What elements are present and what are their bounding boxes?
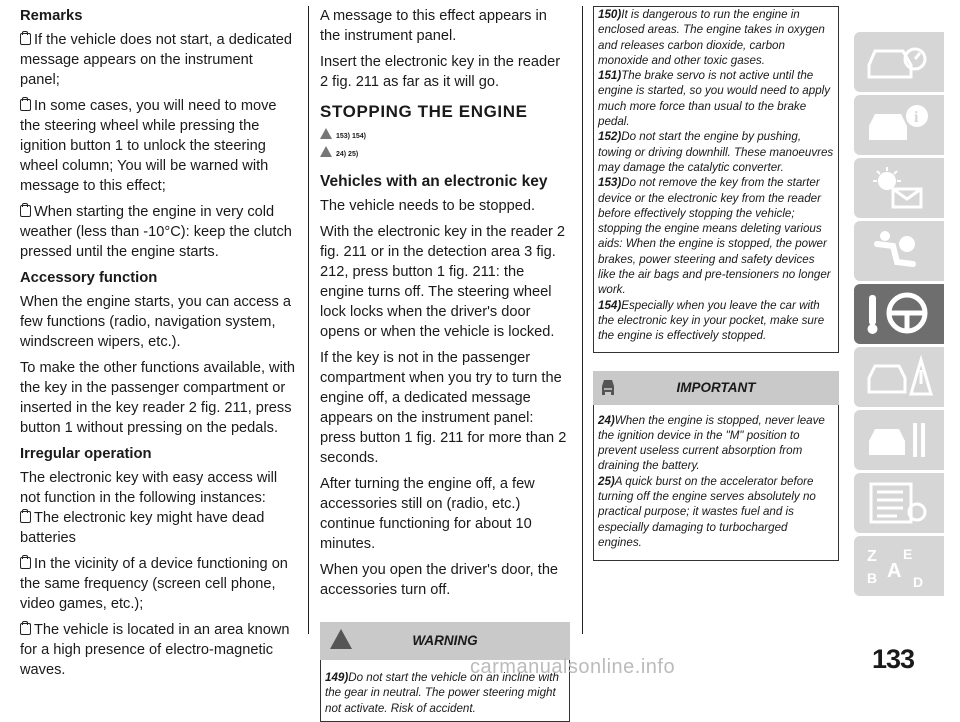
svg-text:E: E	[903, 546, 913, 562]
tab-starting-driving[interactable]	[854, 284, 944, 344]
irregular-item: In the vicinity of a device functioning on the same frequency (screen cell phone, video games, etc.);	[20, 556, 288, 612]
alphabetical-index-icon	[863, 543, 933, 589]
middle-column	[320, 6, 570, 722]
paragraph: A message to this effect appears in the instrument panel.	[320, 8, 547, 44]
paragraph: After turning the engine off, a few accessories still on (radio, etc.) continue functioning for about 10 minutes.	[320, 476, 535, 552]
tab-emergency[interactable]	[854, 347, 944, 407]
warning-box-header: WARNING	[320, 622, 570, 660]
column-divider-2	[582, 6, 583, 634]
warning-triangle-icon	[320, 128, 332, 139]
car-warning-icon	[599, 377, 617, 397]
chapter-tabs	[854, 32, 944, 599]
bullet-icon	[20, 623, 31, 635]
warning-note: 150)It is dangerous to run the engine in enclosed areas. The engine takes in oxygen and releases carbon dioxide, carbon monoxide and other toxic gases.	[598, 8, 825, 67]
warning-lights-mail-icon	[863, 165, 933, 211]
remarks-item: In some cases, you will need to move the steering wheel while pressing the ignition button 1 to unlock the steering wheel column; You will be warned with message to this effect;	[20, 98, 277, 194]
emergency-triangle-icon	[863, 354, 933, 400]
important-box	[593, 405, 839, 562]
important-note: 25)A quick burst on the accelerator before turning off the engine serves absolutely no practical purpose; it wastes fuel and is especially damaging to turbocharged engines.	[598, 474, 816, 549]
svg-text:Z: Z	[867, 548, 877, 565]
important-box-header: IMPORTANT	[593, 371, 839, 405]
page-number: 133	[872, 644, 915, 674]
svg-text:D: D	[913, 574, 924, 589]
warning-note: 154)Especially when you leave the car with the electronic key in your pocket, make sure the engine is effectively stopped.	[598, 298, 825, 343]
right-column	[593, 6, 839, 561]
paragraph: When you open the driver's door, the accessories turn off.	[320, 562, 559, 598]
warning-note: 151)The brake servo is not active until the engine is started, so you would need to apply much more force than usual to the brake pedal.	[598, 69, 831, 129]
tab-getting-to-know[interactable]	[854, 95, 944, 155]
paragraph: If the key is not in the passenger compartment when you try to turn the engine off, a dedicated message appears on the instrument panel: press button 1 fig. 211 for more than 2 seconds.	[320, 350, 567, 466]
electronic-key-heading: Vehicles with an electronic key	[320, 173, 548, 190]
irregular-item: The electronic key might have dead batteries	[20, 510, 265, 546]
paragraph: With the electronic key in the reader 2 fig. 211 or in the detection area 3 fig. 212, press button 1 fig. 211: the engine turns off. The steering wheel lock locks when the driver's door opens or when the vehicle is locked.	[320, 224, 565, 340]
tab-index[interactable]	[854, 536, 944, 596]
bullet-icon	[20, 205, 31, 217]
warning-reference: 153) 154)	[320, 128, 570, 146]
tab-specifications[interactable]	[854, 473, 944, 533]
paragraph: The vehicle needs to be stopped.	[320, 198, 536, 214]
remarks-item: If the vehicle does not start, a dedicated message appears on the instrument panel;	[20, 32, 292, 88]
warning-note: 153)Do not remove the key from the starter device or the electronic key from the reader before effectively stopping the vehicle; stopping the engine means deleting various aids: When the engine is stopped, the power brakes, power steering and safety devices like the air bags and pre-tensioners no longer work.	[598, 176, 831, 297]
warning-triangle-icon	[330, 629, 352, 649]
svg-text:B: B	[867, 570, 878, 586]
car-info-icon	[863, 102, 933, 148]
warning-note: 152)Do not start the engine by pushing, towing or driving downhill. These manoeuvres may damage the catalytic converter.	[598, 130, 834, 174]
irregular-heading: Irregular operation	[20, 446, 152, 462]
warning-notes-box	[593, 6, 839, 353]
tab-dashboard[interactable]	[854, 32, 944, 92]
section-heading-stopping: STOPPING THE ENGINE	[320, 102, 528, 121]
paragraph: The electronic key with easy access will not function in the following instances:	[20, 470, 278, 506]
tab-warning-lights[interactable]	[854, 158, 944, 218]
car-warning-icon	[320, 146, 332, 157]
svg-text:i: i	[914, 109, 919, 126]
bullet-icon	[20, 33, 31, 45]
paragraph: To make the other functions available, with the key in the passenger compartment or inserted in the key reader 2 fig. 211, press button 1 without pressing on the pedals.	[20, 360, 296, 436]
bullet-icon	[20, 99, 31, 111]
key-steering-wheel-icon	[863, 291, 933, 337]
watermark: carmanualsonline.info	[470, 656, 676, 678]
tab-maintenance[interactable]	[854, 410, 944, 470]
tab-safety[interactable]	[854, 221, 944, 281]
important-note: 24)When the engine is stopped, never leave the ignition device in the "M" position to prevent useless current absorption from draining the battery.	[598, 413, 825, 473]
left-column	[20, 6, 296, 686]
column-divider-1	[308, 6, 309, 634]
remarks-heading: Remarks	[20, 8, 83, 24]
paragraph: Insert the electronic key in the reader 2 fig. 211 as far as it will go.	[320, 54, 561, 90]
bullet-icon	[20, 511, 31, 523]
important-reference: 24) 25)	[320, 146, 570, 164]
accessory-heading: Accessory function	[20, 270, 158, 286]
svg-text:A: A	[887, 560, 902, 582]
remarks-item: When starting the engine in very cold weather (less than -10°C): keep the clutch pressed until the engine starts.	[20, 204, 292, 260]
paragraph: When the engine starts, you can access a few functions (radio, navigation system, windscreen wipers, etc.).	[20, 294, 291, 350]
irregular-item: The vehicle is located in an area known for a high presence of electro-magnetic waves.	[20, 622, 290, 678]
car-maintenance-icon	[863, 417, 933, 463]
bullet-icon	[20, 557, 31, 569]
airbag-seat-icon	[863, 228, 933, 274]
car-dashboard-icon	[863, 39, 933, 85]
specifications-list-icon	[863, 480, 933, 526]
warning-box: 149)Do not start the vehicle on an incline with the gear in neutral. The power steering might not activate. Risk of accident.	[320, 660, 570, 722]
